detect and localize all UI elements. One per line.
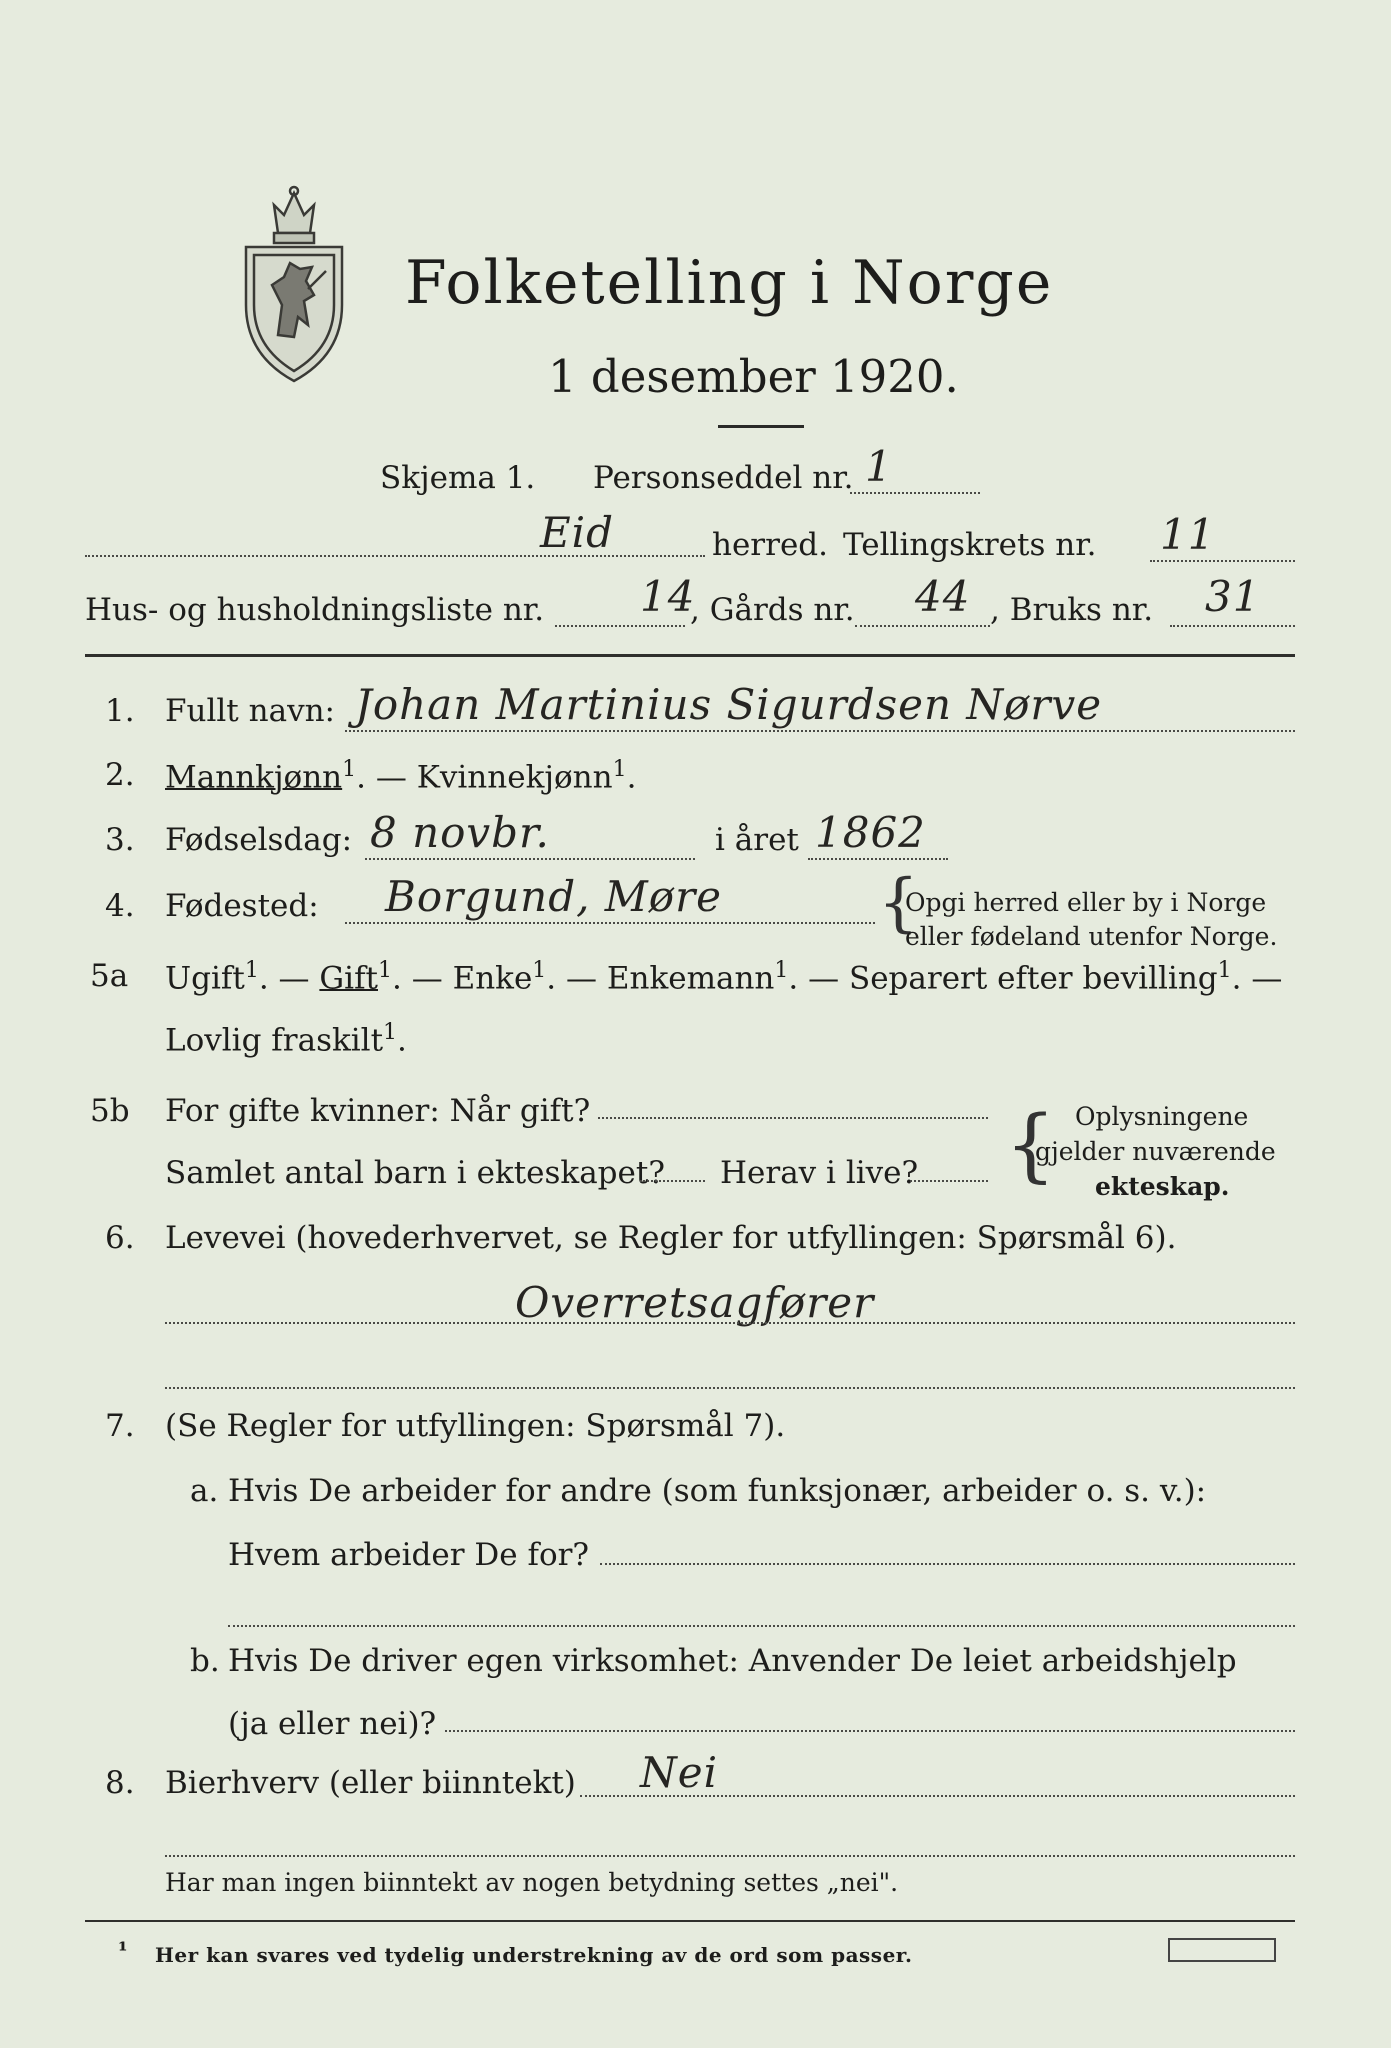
q6-number: 6.: [105, 1220, 135, 1256]
separated-option[interactable]: Separert efter bevilling: [848, 960, 1218, 997]
q8-number: 8.: [105, 1765, 135, 1801]
title-divider: [718, 425, 804, 428]
q1-label: Fullt navn:: [165, 693, 335, 729]
full-name-field-line: [345, 730, 1295, 732]
widower-option[interactable]: Enkemann: [606, 960, 775, 997]
bruks-label: , Bruks nr.: [990, 592, 1154, 628]
marriage-note-line2: gjelder nuværende: [1035, 1137, 1276, 1166]
q1-number: 1.: [105, 693, 135, 729]
bruks-field-line: [1170, 625, 1295, 627]
q3-label: Fødselsdag:: [165, 822, 353, 858]
header-rule: [85, 654, 1295, 657]
q7-label: (Se Regler for utfyllingen: Spørsmål 7).: [165, 1408, 786, 1444]
sex-separator: . —: [356, 759, 417, 796]
divorced-option[interactable]: Lovlig fraskilt: [165, 1022, 384, 1059]
male-option[interactable]: Mannkjønn: [165, 759, 343, 796]
personseddel-field-line: [850, 492, 980, 494]
birthplace-note-brace: {: [878, 866, 919, 940]
birth-year-field-line: [808, 858, 948, 860]
q5b-number: 5b: [90, 1093, 130, 1129]
footer-rule: [85, 1920, 1295, 1922]
birthplace-field-line: [345, 922, 875, 924]
personseddel-value[interactable]: 1: [865, 442, 893, 491]
q7a-label: Hvis De arbeider for andre (som funksjonær, arbeider o. s. v.):: [228, 1473, 1207, 1509]
divorced-option-row[interactable]: Lovlig fraskilt$^1$.: [165, 1020, 407, 1059]
birthplace-value[interactable]: Borgund, Møre: [385, 872, 723, 921]
tellingskrets-field-line: [1150, 560, 1295, 562]
q7b-label: Hvis De driver egen virksomhet: Anvender De leiet arbeidshjelp: [228, 1643, 1237, 1679]
q7b-number: b.: [190, 1643, 220, 1679]
skjema-label: Skjema 1.: [380, 460, 536, 496]
married-option[interactable]: Gift: [319, 960, 378, 997]
footnote: Her kan svares ved tydelig understrekning av de ord som passer.: [155, 1943, 913, 1967]
birthplace-note-line1: Opgi herred eller by i Norge: [905, 888, 1267, 917]
birth-year-value[interactable]: 1862: [815, 808, 926, 857]
q8-label: Bierhverv (eller biinntekt): [165, 1765, 576, 1801]
husliste-value[interactable]: 14: [640, 572, 696, 621]
herred-label: herred.: [712, 527, 828, 563]
census-date: 1 desember 1920.: [548, 350, 959, 403]
side-income-value[interactable]: Nei: [640, 1748, 719, 1797]
form-title: Folketelling i Norge: [405, 248, 1054, 318]
female-option[interactable]: Kvinnekjønn: [416, 759, 613, 796]
living-children-field-line: [910, 1180, 988, 1182]
husliste-field-line: [555, 625, 685, 627]
q5a-number: 5a: [90, 958, 129, 994]
marriage-note-brace: {: [1005, 1098, 1056, 1191]
employer-field-line-2[interactable]: [228, 1625, 1295, 1627]
living-children-label: Herav i live?: [720, 1155, 919, 1191]
unmarried-option[interactable]: Ugift: [165, 960, 245, 997]
gards-value[interactable]: 44: [915, 572, 971, 621]
marriage-note-line1: Oplysningene: [1075, 1102, 1249, 1131]
occupation-field-line-1: [165, 1322, 1295, 1324]
herred-value[interactable]: Eid: [540, 508, 614, 557]
marital-status-options[interactable]: Ugift$^1$. — Gift$^1$. — Enke$^1$. — Enkemann$^1$. — Separert efter bevilling$^1$. —: [165, 958, 1283, 997]
side-income-field-line-2: [165, 1855, 1295, 1857]
q7a-number: a.: [190, 1473, 219, 1509]
q3-number: 3.: [105, 822, 135, 858]
q5b-label: For gifte kvinner: Når gift?: [165, 1093, 591, 1129]
full-name-value[interactable]: Johan Martinius Sigurdsen Nørve: [355, 680, 1103, 729]
sex-options[interactable]: Mannkjønn$^1$. — Kvinnekjønn$^1$.: [165, 757, 637, 796]
q4-label: Fødested:: [165, 888, 319, 924]
hired-help-field-line[interactable]: [445, 1730, 1295, 1732]
occupation-value[interactable]: Overretsagfører: [515, 1278, 875, 1327]
personseddel-label: Personseddel nr.: [593, 460, 854, 496]
widow-option[interactable]: Enke: [452, 960, 533, 997]
birthplace-note-line2: eller fødeland utenfor Norge.: [905, 922, 1278, 951]
side-income-field-line: [580, 1795, 1295, 1797]
employer-label: Hvem arbeider De for?: [228, 1537, 590, 1573]
birth-date-field-line: [365, 858, 695, 860]
occupation-field-line-2: [165, 1387, 1295, 1389]
tellingskrets-label: Tellingskrets nr.: [843, 527, 1097, 563]
husliste-label: Hus- og husholdningsliste nr.: [85, 592, 545, 628]
q6-label: Levevei (hovederhvervet, se Regler for utfyllingen: Spørsmål 6).: [165, 1220, 1177, 1256]
side-income-note: Har man ingen biinntekt av nogen betydning settes „nei".: [165, 1868, 899, 1897]
marriage-note-line3: ekteskap.: [1095, 1172, 1230, 1201]
bruks-value[interactable]: 31: [1205, 572, 1261, 621]
hired-help-label: (ja eller nei)?: [228, 1706, 437, 1742]
married-when-field-line: [598, 1117, 988, 1119]
tellingskrets-value[interactable]: 11: [1160, 510, 1216, 559]
employer-field-line-1[interactable]: [600, 1563, 1295, 1565]
birth-date-value[interactable]: 8 novbr.: [370, 808, 550, 857]
gards-label: , Gårds nr.: [690, 592, 855, 628]
printer-stamp: [1168, 1938, 1276, 1962]
birth-year-label: i året: [715, 822, 799, 858]
gards-field-line: [855, 625, 990, 627]
coat-of-arms-icon: [238, 185, 350, 385]
footnote-mark: ¹: [118, 1938, 128, 1964]
q4-number: 4.: [105, 888, 135, 924]
children-field-line: [640, 1180, 705, 1182]
q2-number: 2.: [105, 757, 135, 793]
q7-number: 7.: [105, 1408, 135, 1444]
children-label: Samlet antal barn i ekteskapet?: [165, 1155, 665, 1191]
